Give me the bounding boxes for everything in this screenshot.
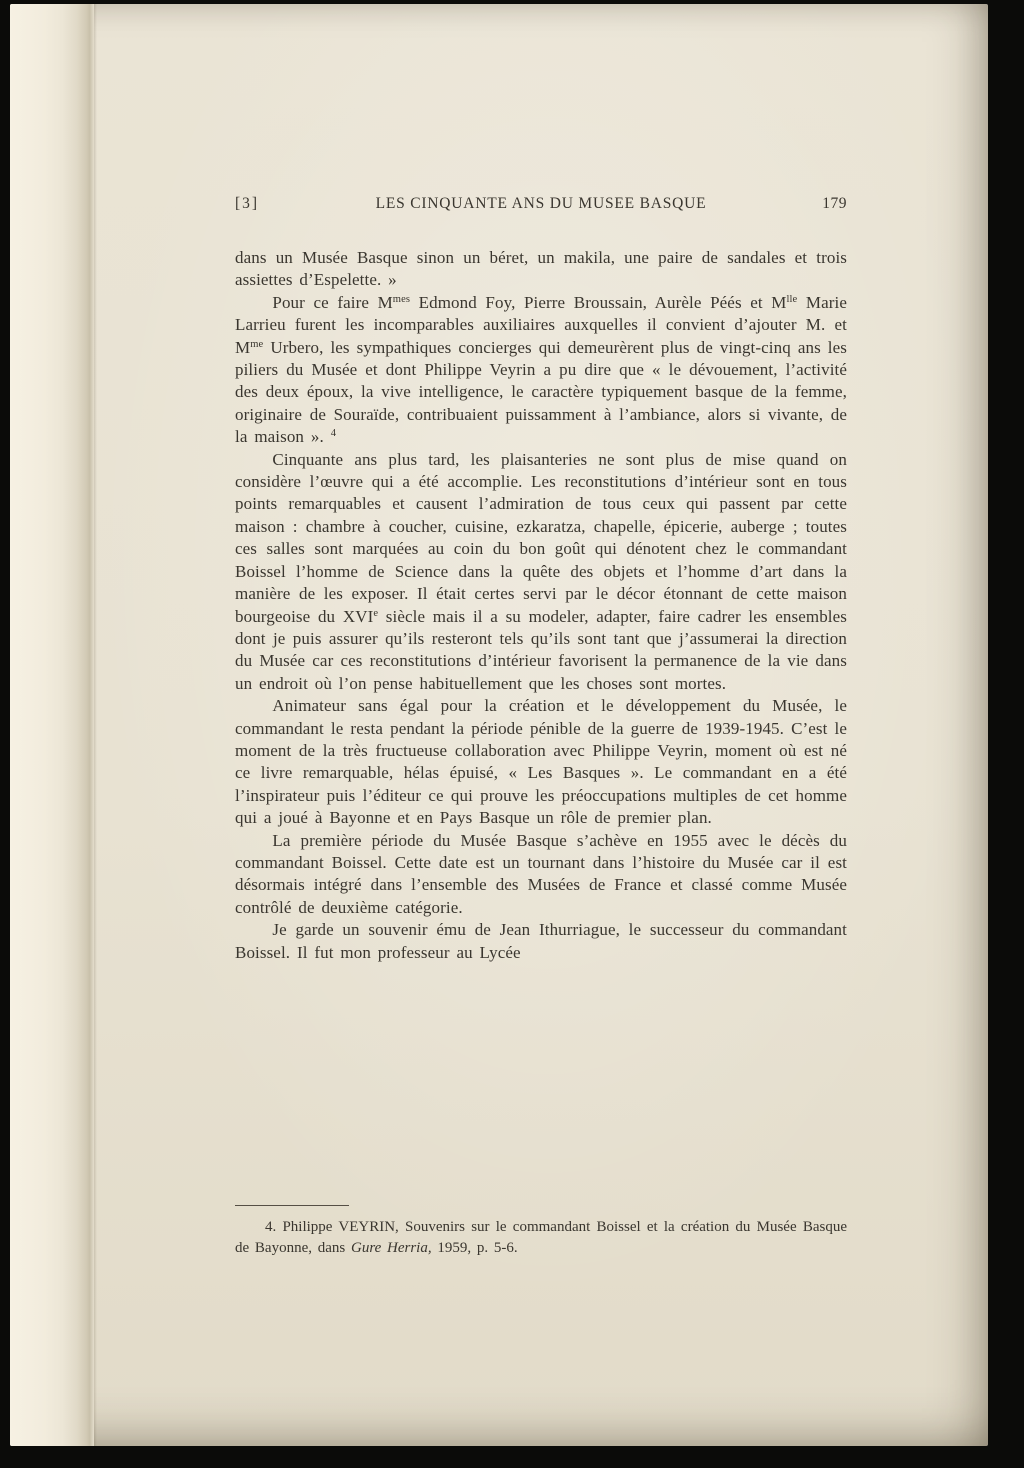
paragraph: Animateur sans égal pour la création et le développement du Musée, le commandant le resta pendant la période pénible de la guerre de 1939-1945. C’est le moment de la très fructueuse collaboration avec Philippe Veyrin, moment où est né ce livre remarquable, hélas épuisé, « Les Basques ». Le commandant en a été l’inspirateur puis l’éditeur ce qui prouve les préoccupations multiples de cet homme qui a joué à Bayonne et en Pays Basque un rôle de premier plan. (235, 696, 847, 828)
book-page (10, 4, 988, 1446)
page-edge-stack (10, 4, 94, 1446)
body-text (235, 247, 847, 964)
header-section-marker: [3] (235, 195, 260, 212)
paragraph: Cinquante ans plus tard, les plaisanteries ne sont plus de mise quand on considère l’œuvre qui a été accomplie. Les reconstitutions d’intérieur sont en tous points remarquables et causent l’admiration de tous ceux qui passent par cette maison : chambre à coucher, cuisine, ezkaratza, chapelle, épicerie, auberge ; toutes ces salles sont marquées au coin du bon goût qui dénotent chez le commandant Boissel l’homme de Science dans la quête des objets et l’homme d’art dans la manière de les exposer. Il était certes servi par le décor étonnant de cette maison bourgeoise du XVIe siècle mais il a su modeler, adapter, faire cadrer les ensembles dont je puis assurer qu’ils resteront tels qu’ils sont tant que j’assumerai la direction du Musée car ces reconstitutions d’intérieur favorisent la permanence de la vie dans un endroit où l’on pense habituellement que les choses sont mortes. (235, 449, 847, 693)
footnote-text: 4. Philippe VEYRIN, Souvenirs sur le commandant Boissel et la création du Musée Basque de Bayonne, dans Gure Herria, 1959, p. 5-6. (235, 1219, 847, 1256)
paragraph: Je garde un souvenir ému de Jean Ithurriague, le successeur du commandant Boissel. Il fut mon professeur au Lycée (235, 920, 847, 962)
page-crease (94, 4, 97, 1446)
header-title: LES CINQUANTE ANS DU MUSEE BASQUE (375, 195, 707, 212)
paragraph: dans un Musée Basque sinon un béret, un makila, une paire de sandales et trois assiettes d’Espelette. » (235, 248, 847, 290)
paragraph: Pour ce faire $M^{mes}$ Edmond Foy, Pierre Broussain, Aurèle Péés et $M^{lle}$ Marie Larrieu furent les incomparables auxiliaires auxquelles il convient d’ajouter M. et $M^{me}$ Urbero, les sympathiques concierges qui demeurèrent plus de vingt-cinq ans les piliers du Musée et dont Philippe Veyrin a pu dire que « le dévouement, l’activité des deux époux, la vive intelligence, le caractère typiquement basque de la femme, originaire de Souraïde, contribuaient puissamment à l’ambiance, alors si vivante, de la maison ». $^4$ (235, 292, 847, 447)
running-header (235, 195, 847, 217)
header-page-number: 179 (822, 195, 847, 212)
footnote (235, 1205, 847, 1258)
footnote-rule (235, 1205, 349, 1206)
paragraph: La première période du Musée Basque s’achève en 1955 avec le décès du commandant Boissel. Cette date est un tournant dans l’histoire du Musée car il est désormais intégré dans l’ensemble des Musées de France et classé comme Musée contrôlé de deuxième catégorie. (235, 830, 847, 917)
